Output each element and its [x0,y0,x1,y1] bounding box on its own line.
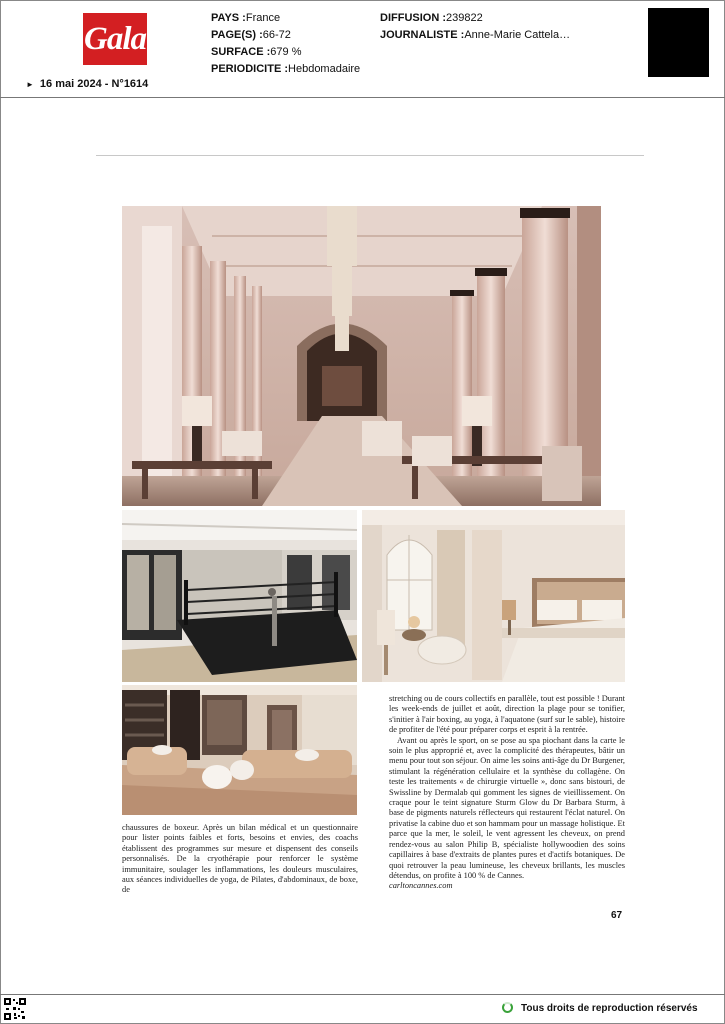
bedroom-photo [362,510,625,682]
circle-icon [502,1002,513,1013]
issue-date [26,78,148,90]
press-header [0,0,725,98]
issue-text: 16 mai 2024 - N°1614 [39,78,149,90]
lobby-photo [122,206,601,506]
rights-notice [502,1002,698,1014]
meta-diffusion: DIFFUSION :239822 [380,12,483,24]
redacted-box [648,8,709,77]
article-column-right [389,694,625,892]
gala-logo: Gala [83,13,147,65]
article-paragraph: stretching ou de cours collectifs en parallèle, tout est possible ! Durant les week-ends de juillet et août, direction la plage pour se tonifier, s'initier à l'air boxing, au yoga, à l'aquatone (surf sur le sable), histoire de profiter de l'été pour préparer corps et esprit à la rentrée. [389,694,625,735]
meta-surface: SURFACE :679 % [211,46,302,58]
meta-journaliste: JOURNALISTE :Anne-Marie Cattela… [380,29,571,41]
meta-pages: PAGE(S) :66-72 [211,29,291,41]
page-number: 67 [611,910,623,921]
qr-code-icon [4,998,26,1020]
article-url: carltoncannes.com [389,881,453,891]
article-paragraph: Avant ou après le sport, on se pose au spa piochant dans la carte le soin le plus approprié et, avec la complicité des thérapeutes, bâtir un menu pour tout son séjour. On aime les soins anti-âge du Dr Burgener, stimulant la régénération cellulaire et la synthèse du collagène. On teste les traitements « de chirurgie virtuelle », donc sans bistouri, de Swissline by Dermalab qui gomment les signes de vieillissement. On craque pour le teint signature Sturm Glow du Dr Barbara Sturm, à base de pigments naturels réflecteurs qui restaurent l'éclat naturel. On privatise la cabine duo et son hammam pour un massage holistique. Et parce que la mer, le soleil, le vent agressent les cheveux, on prend rendez-vous au salon Philip B, spécialiste hollywoodien des soins capillaires à base d'extraits de plantes pures et d'actifs botaniques. De quoi retrouver la peau lumineuse, les cheveux brillants, les muscles détendus, on profite à 100 % de Cannes. [389,735,625,880]
header-divider [0,97,725,98]
article-top-rule [96,155,644,156]
article-column-left [122,823,358,896]
meta-left [211,10,360,78]
meta-periodicite: PERIODICITE :Hebdomadaire [211,63,361,75]
rights-text: Tous droits de reproduction réservés [521,1003,698,1014]
footer-divider [0,994,725,995]
spa-treatment-room-photo [122,685,357,815]
gym-boxing-ring-photo [122,510,357,682]
meta-right [380,10,570,44]
meta-pays: PAYS :France [211,12,281,24]
triangle-icon: ► [26,80,34,89]
article-paragraph: chaussures de boxeur. Après un bilan médical et un questionnaire pour lister points faibles et forts, besoins et envies, des coachs établissent des programmes sur mesure et dispensent des conseils personnalisés. De la cryothérapie pour renforcer le système immunitaire, soulager les inflammations, les douleurs musculaires, aux séances individuelles de yoga, de Pilates, d'abdominaux, de boxe, de [122,823,358,895]
